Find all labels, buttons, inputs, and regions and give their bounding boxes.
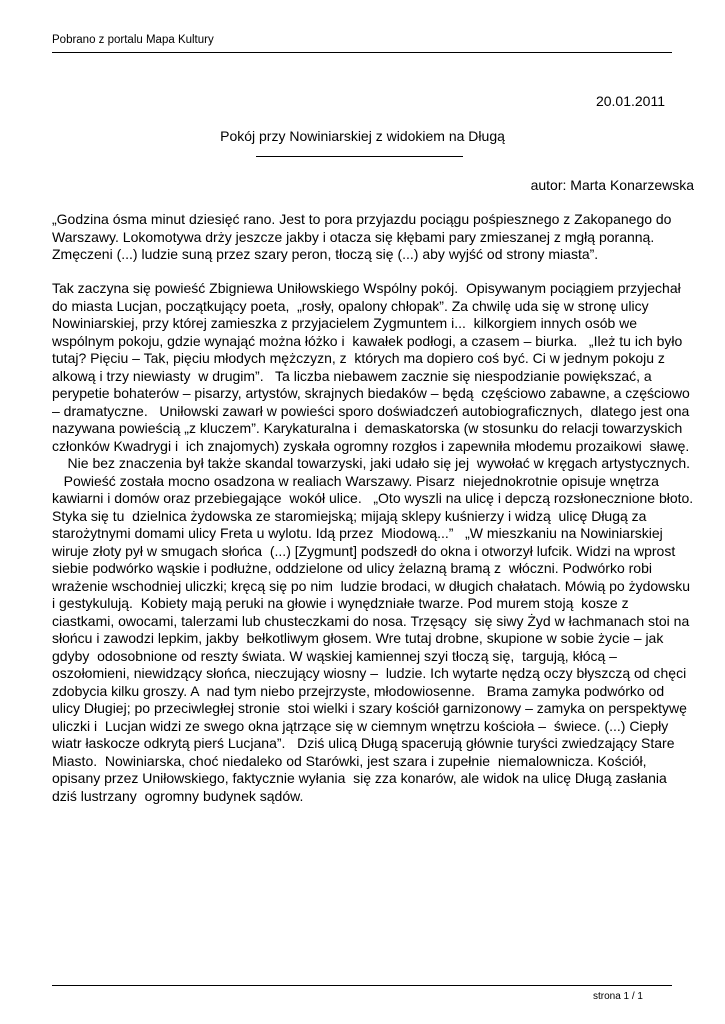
text-line: opisany przez Uniłowskiego, faktycznie wyłania się zza konarów, ale widok na ulicę Długą zasłania [52, 770, 667, 786]
page-number: strona 1 / 1 [592, 991, 643, 1002]
quote-paragraph [52, 211, 677, 264]
text-line: Styka się tu dzielnica żydowska ze staromiejską; mijają sklepy kuśnierzy i widzą ulicę Długą za [52, 507, 647, 524]
text-line: ciastkami, owocami, talerzami lub chusteczkami do nosa. Trzęsący się siwy Żyd w łachmanach stoi na [52, 612, 690, 629]
text-line: siebie podwórko wąskie i podłużne, oddzielone od ulicy żelazną bramą z włóczni. Podwórko robi [52, 560, 652, 576]
portal-header: Pobrano z portalu Mapa Kultury [52, 34, 214, 46]
text-line: do miasta Lucjan, początkujący poeta, „rosły, opalony chłopak”. Za chwilę uda się w stronę ulicy [52, 297, 649, 314]
text-line: dziś lustrzany ogromny budynek sądów. [52, 787, 304, 804]
text-line: Miasto. Nowiniarska, choć niedaleko od Starówki, jest szara i zupełnie niemalownicza. Kościół, [52, 752, 647, 769]
article-title: Pokój przy Nowiniarskiej z widokiem na Długą [220, 128, 505, 144]
text-line: zdobycia kilku groszy. A nad tym niebo przejrzyste, młodowiosenne. Brama zamyka podwórko od [52, 682, 665, 699]
text-line: starożytnymi domami ulicy Freta u wylotu. Idą przez Miodową...” „W mieszkaniu na Nowiniarskiej [52, 525, 663, 541]
text-line: Tak zaczyna się powieść Zbigniewa Uniłowskiego Wspólny pokój. Opisywanym pociągiem przyjechał [52, 280, 681, 296]
text-line: wiatr łaskocze odkrytą pierś Lucjana”. Dziś ulicą Długą spacerują głównie turyści zwiedzający Stare [52, 735, 675, 751]
text-line: perypetie bohaterów – pisarzy, artystów, skrajnych biedaków – będą częściowo zabawne, a częściowo [52, 385, 690, 401]
text-line: wrażenie wschodniej uliczki; kręcą się po nim ludzie brodaci, w długich chałatach. Mówią po żydowsku [52, 577, 691, 594]
text-line: słońcu i zawodzi lepkim, jakby bełkotliwym głosem. Wre tutaj drobne, skupione w sobie życie – jak [52, 630, 664, 646]
text-line: Nie bez znaczenia był także skandal towarzyski, jaki udało się jej wywołać w kręgach artystycznych. [52, 455, 691, 471]
header-divider [52, 52, 672, 53]
text-line: i gestykulują. Kobiety mają peruki na głowie i wynędzniałe twarze. Pod murem stoją kosze z [52, 595, 629, 611]
text-line: alkową i trzy niewiasty w drugim”. Ta liczba niebawem zacznie się niespodzianie powiększać, a [52, 367, 652, 384]
footer-divider [52, 985, 672, 986]
article-author: autor: Marta Konarzewska [530, 177, 694, 193]
text-line: Nowiniarskiej, przy której zamieszka z przyjacielem Zygmuntem i... kilkorgiem innych osób we [52, 315, 638, 331]
text-line: – dramatyczne. Uniłowski zawarł w powieści sporo doświadczeń autobiograficznych, dlatego jest ona [52, 402, 690, 419]
text-line: Powieść została mocno osadzona w realiach Warszawy. Pisarz niejednokrotnie opisuje wnętrza [52, 472, 659, 489]
article-date: 20.01.2011 [595, 93, 665, 109]
article-body-paragraph [52, 280, 694, 805]
text-line: uliczki i Lucjan widzi ze swego okna jątrzące się w ciemnym wnętrzu kościoła – świece. (...) Ciepły [52, 717, 669, 734]
text-line: tutaj? Pięciu – Tak, pięciu młodych mężczyzn, z których ma dopiero coś być. Ci w jednym pokoju z [52, 350, 665, 366]
text-line: kawiarni i domów oraz przebiegające wokół ulice. „Oto wyszli na ulicę i depczą rozsłonecznione błoto. [52, 490, 694, 506]
text-line: wiruje złoty pył w smugach słońca (...) [Zygmunt] podszedł do okna i otworzył lufcik. Widzi na wprost [52, 542, 676, 559]
title-underline [256, 156, 463, 157]
text-line: ulicy Długiej; po przeciwległej stronie stoi wielki i szary kościół garnizonowy – zamyka on perspektywę [52, 700, 687, 716]
text-line: wspólnym pokoju, gdzie wynająć można łóżko i kawałek podłogi, a czasem – biurka. „Ileż tu ich było [52, 332, 683, 349]
text-line: „Godzina ósma minut dziesięć rano. Jest to pora przyjazdu pociągu pośpiesznego z Zakopanego do [52, 211, 672, 227]
text-line: gdyby odosobnione od reszty świata. W wąskiej kamiennej szyi tłoczą się, targują, kłócą – [52, 647, 617, 664]
text-line: członków Kwadrygi i ich znajomych) zyskała ogromny rozgłos i zapewniła młodemu prozaikowi sławę. [52, 437, 690, 454]
text-line: Zmęczeni (...) ludzie suną przez szary peron, tłoczą się (...) aby wyjść od strony miasta”. [52, 246, 599, 262]
text-line: nazywana powieścią „z kluczem”. Karykaturalna i demaskatorska (w stosunku do relacji towarzyskich [52, 420, 683, 436]
text-line: Warszawy. Lokomotywa drży jeszcze jakby i otacza się kłębami pary zmieszanej z mgłą poranną. [52, 228, 655, 245]
text-line: oszołomieni, niewidzący słońca, nieczujący wiosny – ludzie. Ich wytarte nędzą oczy błyszczą od chęci [52, 665, 687, 681]
